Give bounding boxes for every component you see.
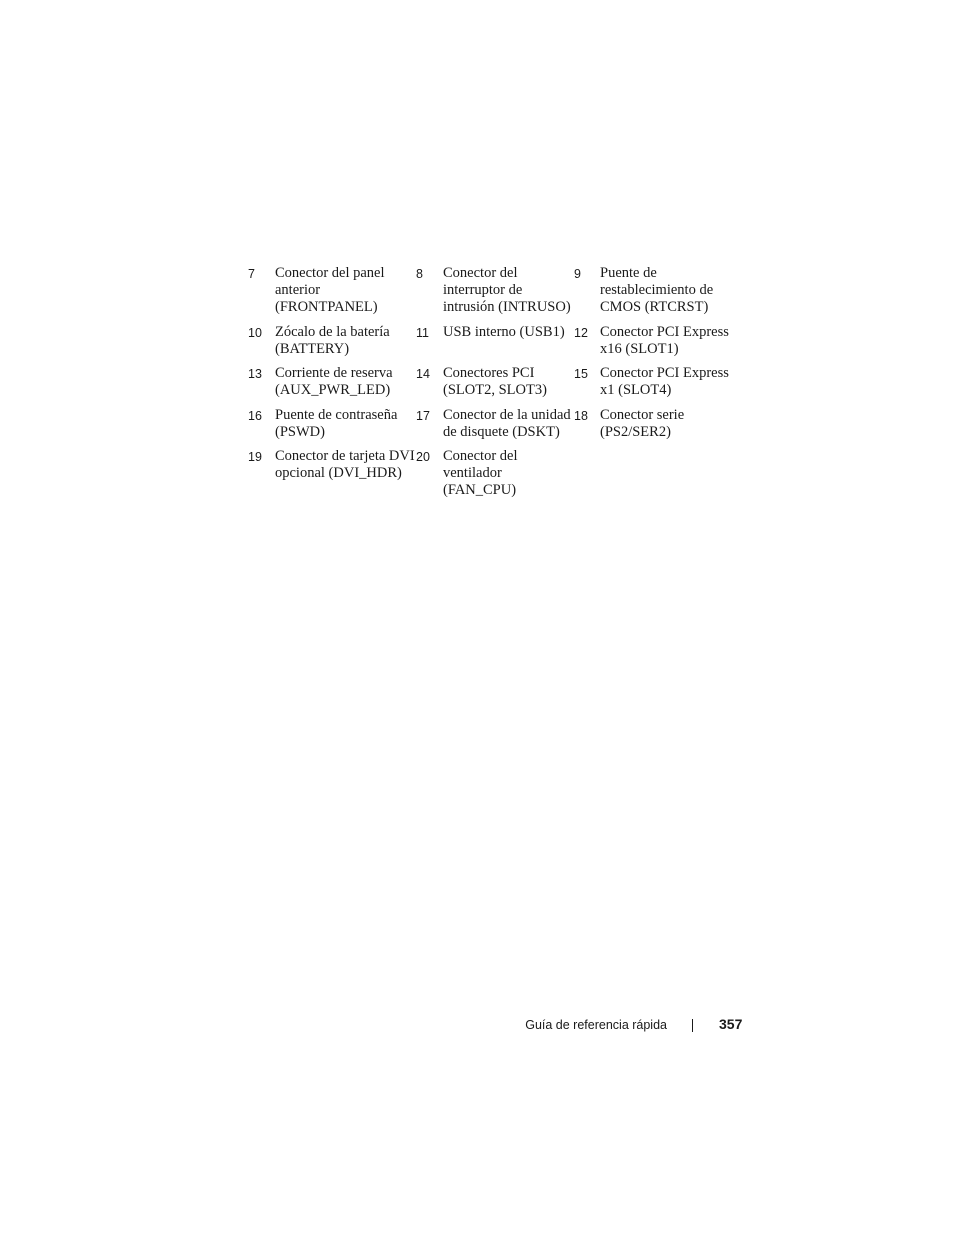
legend-number: 12: [574, 326, 588, 340]
legend-description: Corriente de reserva (AUX_PWR_LED): [275, 365, 393, 398]
legend-description: Conector de tarjeta DVI opcional (DVI_HDR): [275, 448, 415, 481]
legend-description: Conector del interruptor de intrusión (INTRUSO): [443, 265, 571, 315]
legend-row: [248, 364, 734, 406]
legend-row: [248, 264, 734, 323]
legend-number: 10: [248, 326, 262, 340]
legend-description: Conector del panel anterior (FRONTPANEL): [275, 265, 385, 315]
legend-number: 15: [574, 367, 588, 381]
legend-empty-cell: [574, 447, 600, 499]
legend-description: Conector serie (PS2/SER2): [600, 407, 685, 440]
legend-description: Conector PCI Express x1 (SLOT4): [600, 365, 729, 398]
page-number: 357: [719, 1016, 743, 1032]
legend-description: Conector de la unidad de disquete (DSKT): [443, 407, 571, 440]
legend-description: Conector del ventilador (FAN_CPU): [443, 448, 518, 498]
legend-number: 14: [416, 367, 430, 381]
legend-number: 19: [248, 450, 262, 464]
legend-row: [248, 323, 734, 364]
legend-number: 20: [416, 450, 430, 464]
legend-number: 18: [574, 409, 588, 423]
legend-number: 13: [248, 367, 262, 381]
legend-description: Zócalo de la batería (BATTERY): [275, 324, 390, 357]
legend-row: [248, 406, 734, 447]
legend-number: 9: [574, 267, 581, 281]
legend-description: Puente de restablecimiento de CMOS (RTCRST): [600, 265, 714, 315]
connector-legend-table: [248, 264, 734, 499]
legend-number: 7: [248, 267, 255, 281]
legend-empty-cell: [600, 447, 734, 499]
legend-number: 17: [416, 409, 430, 423]
legend-row: [248, 447, 734, 499]
footer-title: Guía de referencia rápida: [525, 1018, 667, 1032]
legend-description: USB interno (USB1): [443, 324, 565, 340]
legend-description: Conector PCI Express x16 (SLOT1): [600, 324, 729, 357]
legend-description: Conectores PCI (SLOT2, SLOT3): [443, 365, 547, 398]
legend-description: Puente de contraseña (PSWD): [275, 407, 398, 440]
page-footer: [0, 1014, 954, 1036]
legend-number: 8: [416, 267, 423, 281]
footer-separator: [692, 1019, 693, 1032]
legend-number: 16: [248, 409, 262, 423]
legend-number: 11: [416, 326, 429, 340]
